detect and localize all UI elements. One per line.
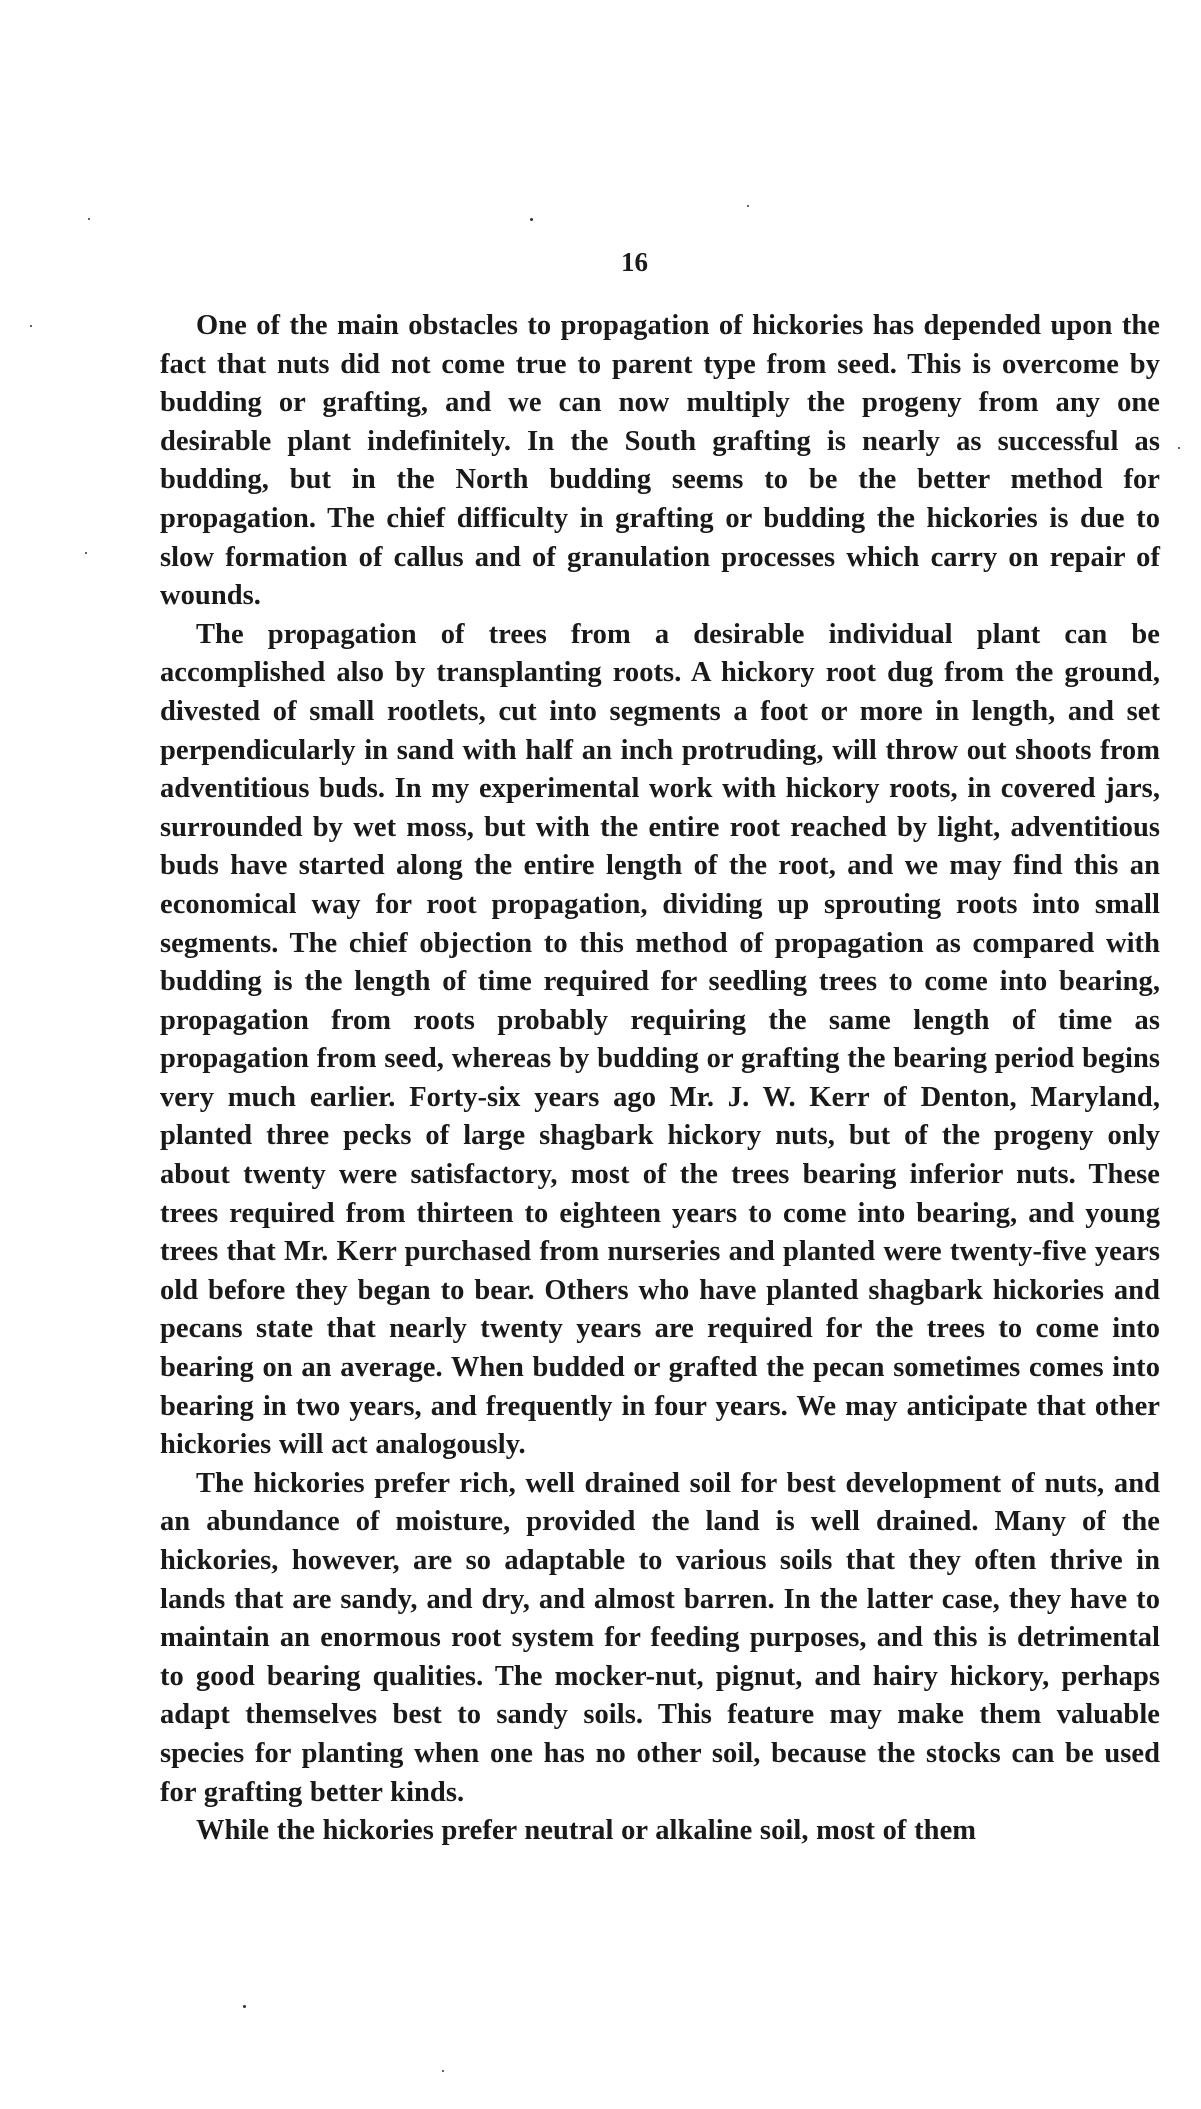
scan-speck xyxy=(530,218,533,221)
scan-speck xyxy=(442,2070,444,2072)
scan-speck xyxy=(88,218,90,220)
paragraph-soil-preferences: The hickories prefer rich, well drained soil for best development of nuts, and an abundance of moisture, provided the land is well drained. Many of the hickories, however, are so adaptable to various soils that they often thrive in lands that are sandy, and dry, and almost barren. In the latter case, they have to maintain an enormous root system for feeding purposes, and this is detrimental to good bearing qualities. The mocker-nut, pignut, and hairy hickory, perhaps adapt themselves best to sandy soils. This feature may make them valuable species for planting when one has no other soil, because the stocks can be used for grafting better kinds. xyxy=(160,1467,1160,1808)
scan-speck xyxy=(1178,447,1180,449)
scan-speck xyxy=(30,325,32,327)
scan-speck xyxy=(243,2005,246,2008)
paragraph-soil-acidity: While the hickories prefer neutral or alkaline soil, most of them xyxy=(196,1815,977,1847)
scan-speck xyxy=(747,205,749,207)
body-text xyxy=(160,307,1160,1851)
scan-speck xyxy=(85,552,87,554)
paragraph-root-propagation: The propagation of trees from a desirable individual plant can be accomplished also by transplanting roots. A hickory root dug from the ground, divested of small rootlets, cut into segments a foot or more in length, and set perpendicularly in sand with half an inch protruding, will throw out shoots from adventitious buds. In my experimental work with hickory roots, in covered jars, surrounded by wet moss, but with the entire root reached by light, adventitious buds have started along the entire length of the root, and we may find this an economical way for root propagation, dividing up sprouting roots into small segments. The chief objection to this method of propagation as compared with budding is the length of time required for seedling trees to come into bearing, propagation from roots probably requiring the same length of time as propagation from seed, whereas by budding or grafting the bearing period begins very much earlier. Forty-six years ago Mr. J. W. Kerr of Denton, Maryland, planted three pecks of large shagbark hickory nuts, but of the progeny only about twenty were satisfactory, most of the trees bearing inferior nuts. These trees required from thirteen to eighteen years to come into bearing, and young trees that Mr. Kerr purchased from nurseries and planted were twenty-five years old before they began to bear. Others who have planted shagbark hickories and pecans state that nearly twenty years are required for the trees to come into bearing on an average. When budded or grafted the pecan sometimes comes into bearing in two years, and frequently in four years. We may anticipate that other hickories will act analogously. xyxy=(160,618,1160,1461)
page-number: 16 xyxy=(621,247,648,277)
paragraph-grafting-budding: One of the main obstacles to propagation of hickories has depended upon the fact that nuts did not come true to parent type from seed. This is overcome by budding or grafting, and we can now multiply the progeny from any one desirable plant indefinitely. In the South grafting is nearly as successful as budding, but in the North budding seems to be the better method for propagation. The chief difficulty in grafting or budding the hickories is due to slow formation of callus and of granulation processes which carry on repair of wounds. xyxy=(160,310,1160,612)
